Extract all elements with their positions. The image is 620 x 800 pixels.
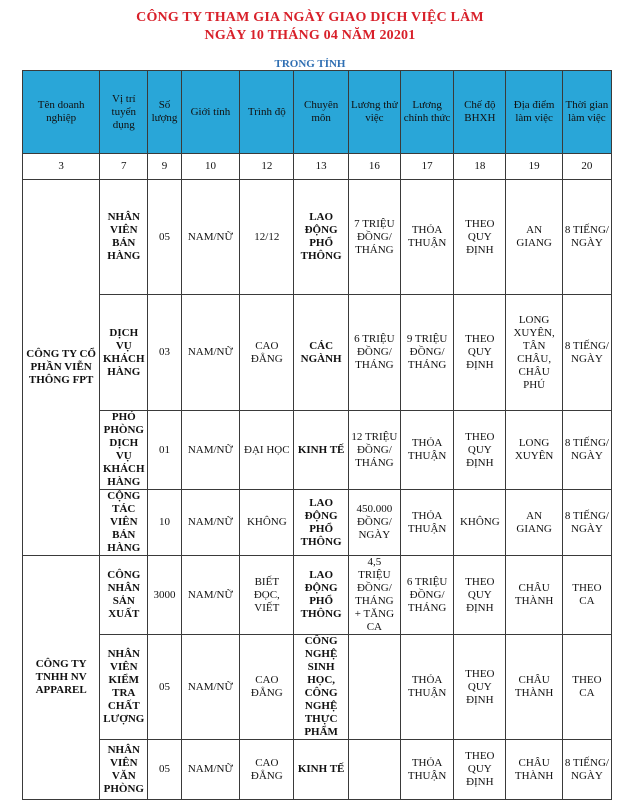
column-number: 16: [348, 154, 400, 180]
position-cell: NHÂN VIÊN KIỂM TRA CHẤT LƯỢNG: [100, 635, 148, 740]
gender-cell: NAM/NỮ: [181, 635, 239, 740]
table-row: [23, 180, 612, 295]
hours-cell: 8 TIẾNG/ NGÀY: [562, 295, 611, 411]
column-number: 20: [562, 154, 611, 180]
table-row: [23, 490, 612, 556]
header-insurance: Chế độ BHXH: [454, 71, 506, 154]
column-number: 10: [181, 154, 239, 180]
table-row: [23, 740, 612, 800]
location-cell: AN GIANG: [506, 180, 562, 295]
trial-salary-cell: 6 TRIỆU ĐỒNG/ THÁNG: [348, 295, 400, 411]
education-cell: BIẾT ĐỌC, VIẾT: [240, 556, 294, 635]
hours-cell: 8 TIẾNG/ NGÀY: [562, 490, 611, 556]
major-cell: LAO ĐỘNG PHỔ THÔNG: [294, 556, 348, 635]
trial-salary-cell: [348, 635, 400, 740]
table-row: [23, 635, 612, 740]
education-cell: ĐẠI HỌC: [240, 411, 294, 490]
major-cell: CÁC NGÀNH: [294, 295, 348, 411]
quantity-cell: 01: [148, 411, 181, 490]
education-cell: KHÔNG: [240, 490, 294, 556]
major-cell: CÔNG NGHỆ SINH HỌC, CÔNG NGHỆ THỰC PHẨM: [294, 635, 348, 740]
header-hours: Thời gian làm việc: [562, 71, 611, 154]
education-cell: CAO ĐẲNG: [240, 295, 294, 411]
document-title-line1: CÔNG TY THAM GIA NGÀY GIAO DỊCH VIỆC LÀM: [136, 10, 484, 25]
major-cell: LAO ĐỘNG PHỔ THÔNG: [294, 180, 348, 295]
company-name: CÔNG TY CỔ PHẦN VIỄN THÔNG FPT: [23, 180, 100, 556]
gender-cell: NAM/NỮ: [181, 740, 239, 800]
position-cell: PHÓ PHÒNG DỊCH VỤ KHÁCH HÀNG: [100, 411, 148, 490]
official-salary-cell: THỎA THUẬN: [400, 411, 453, 490]
column-number: 18: [454, 154, 506, 180]
column-number: 17: [400, 154, 453, 180]
insurance-cell: THEO QUY ĐỊNH: [454, 180, 506, 295]
position-cell: CỘNG TÁC VIÊN BÁN HÀNG: [100, 490, 148, 556]
trial-salary-cell: 7 TRIỆU ĐỒNG/ THÁNG: [348, 180, 400, 295]
header-education: Trình độ: [240, 71, 294, 154]
column-number: 7: [100, 154, 148, 180]
position-cell: DỊCH VỤ KHÁCH HÀNG: [100, 295, 148, 411]
hours-cell: THEO CA: [562, 635, 611, 740]
column-number: 12: [240, 154, 294, 180]
quantity-cell: 05: [148, 635, 181, 740]
insurance-cell: THEO QUY ĐỊNH: [454, 411, 506, 490]
insurance-cell: THEO QUY ĐỊNH: [454, 740, 506, 800]
document-title-line2: NGÀY 10 THÁNG 04 NĂM 20201: [204, 28, 416, 43]
insurance-cell: THEO QUY ĐỊNH: [454, 635, 506, 740]
education-cell: CAO ĐẲNG: [240, 635, 294, 740]
quantity-cell: 10: [148, 490, 181, 556]
official-salary-cell: 9 TRIỆU ĐỒNG/ THÁNG: [400, 295, 453, 411]
hours-cell: 8 TIẾNG/ NGÀY: [562, 180, 611, 295]
major-cell: LAO ĐỘNG PHỔ THÔNG: [294, 490, 348, 556]
gender-cell: NAM/NỮ: [181, 180, 239, 295]
position-cell: NHÂN VIÊN VĂN PHÒNG: [100, 740, 148, 800]
quantity-cell: 05: [148, 740, 181, 800]
official-salary-cell: THỎA THUẬN: [400, 635, 453, 740]
official-salary-cell: THỎA THUẬN: [400, 490, 453, 556]
header-major: Chuyên môn: [294, 71, 348, 154]
job-listing-table: [22, 70, 612, 800]
table-row: [23, 411, 612, 490]
table-row: [23, 556, 612, 635]
quantity-cell: 3000: [148, 556, 181, 635]
column-number: 9: [148, 154, 181, 180]
section-subtitle: TRONG TỈNH: [274, 58, 346, 70]
insurance-cell: KHÔNG: [454, 490, 506, 556]
official-salary-cell: THỎA THUẬN: [400, 740, 453, 800]
hours-cell: 8 TIẾNG/ NGÀY: [562, 740, 611, 800]
position-cell: NHÂN VIÊN BÁN HÀNG: [100, 180, 148, 295]
gender-cell: NAM/NỮ: [181, 490, 239, 556]
education-cell: 12/12: [240, 180, 294, 295]
column-number: 13: [294, 154, 348, 180]
gender-cell: NAM/NỮ: [181, 556, 239, 635]
trial-salary-cell: 4,5 TRIỆU ĐỒNG/ THÁNG + TĂNG CA: [348, 556, 400, 635]
major-cell: KINH TẾ: [294, 411, 348, 490]
header-row: [23, 71, 612, 154]
column-number-row: [23, 154, 612, 180]
official-salary-cell: THỎA THUẬN: [400, 180, 453, 295]
location-cell: LONG XUYÊN: [506, 411, 562, 490]
company-name: CÔNG TY TNHH NV APPAREL: [23, 556, 100, 800]
education-cell: CAO ĐẲNG: [240, 740, 294, 800]
hours-cell: 8 TIẾNG/ NGÀY: [562, 411, 611, 490]
header-location: Địa điểm làm việc: [506, 71, 562, 154]
header-official-salary: Lương chính thức: [400, 71, 453, 154]
trial-salary-cell: 450.000 ĐỒNG/ NGÀY: [348, 490, 400, 556]
header-gender: Giới tính: [181, 71, 239, 154]
major-cell: KINH TẾ: [294, 740, 348, 800]
trial-salary-cell: [348, 740, 400, 800]
official-salary-cell: 6 TRIỆU ĐỒNG/ THÁNG: [400, 556, 453, 635]
location-cell: LONG XUYÊN, TÂN CHÂU, CHÂU PHÚ: [506, 295, 562, 411]
header-trial-salary: Lương thử việc: [348, 71, 400, 154]
insurance-cell: THEO QUY ĐỊNH: [454, 295, 506, 411]
hours-cell: THEO CA: [562, 556, 611, 635]
gender-cell: NAM/NỮ: [181, 411, 239, 490]
column-number: 19: [506, 154, 562, 180]
location-cell: CHÂU THÀNH: [506, 556, 562, 635]
column-number: 3: [23, 154, 100, 180]
location-cell: CHÂU THÀNH: [506, 635, 562, 740]
gender-cell: NAM/NỮ: [181, 295, 239, 411]
header-position: Vị trí tuyển dụng: [100, 71, 148, 154]
table-row: [23, 295, 612, 411]
insurance-cell: THEO QUY ĐỊNH: [454, 556, 506, 635]
quantity-cell: 05: [148, 180, 181, 295]
location-cell: CHÂU THÀNH: [506, 740, 562, 800]
header-company: Tên doanh nghiệp: [23, 71, 100, 154]
header-quantity: Số lượng: [148, 71, 181, 154]
position-cell: CÔNG NHÂN SẢN XUẤT: [100, 556, 148, 635]
quantity-cell: 03: [148, 295, 181, 411]
trial-salary-cell: 12 TRIỆU ĐỒNG/ THÁNG: [348, 411, 400, 490]
location-cell: AN GIANG: [506, 490, 562, 556]
